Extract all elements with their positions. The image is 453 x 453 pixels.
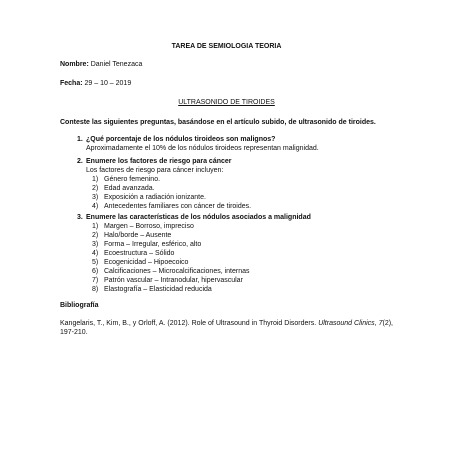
list-item-number: 1) [92,176,99,183]
document-title: TAREA DE SEMIOLOGIA TEORIA [171,43,282,50]
bibliography-heading: Bibliografía [60,302,99,309]
name-value: Daniel Tenezaca [88,61,143,68]
list-item [86,175,393,184]
date-value: 29 – 10 – 2019 [82,80,132,87]
list-item-number: 4) [92,203,99,210]
list-item-number: 7) [92,277,99,284]
question-item [60,213,393,294]
document-page [60,42,393,337]
list-item-number: 3) [92,241,99,248]
list-item-number: 8) [92,286,99,293]
list-item-text: Exposición a radiación ionizante. [104,194,206,201]
list-item [86,193,393,202]
answer-text: Aproximadamente el 10% de los nódulos tiroideos representan malignidad. [86,145,319,152]
list-item [86,202,393,211]
instructions-text: Conteste las siguientes preguntas, basándose en el artículo subido, de ultrasonido de tiroides. [60,119,376,126]
list-item-text: Ecogenicidad – Hipoecoico [104,259,189,266]
date-field [60,79,393,88]
date-label: Fecha: [60,80,83,87]
list-item [86,184,393,193]
list-item [86,231,393,240]
list-item-text: Género femenino. [104,176,161,183]
list-item [86,222,393,231]
list-item [86,267,393,276]
list-item-text: Patrón vascular – Intranodular, hipervascular [104,277,243,284]
list-item [86,240,393,249]
list-item [86,285,393,294]
question-text: Enumere las características de los nódulos asociados a malignidad [86,214,311,221]
question-number: 3. [77,214,83,221]
name-label: Nombre: [60,61,89,68]
list-item-number: 5) [92,259,99,266]
question-number: 2. [77,158,83,165]
bib-journal: Ultrasound Clinics [318,320,375,327]
list-item-text: Ecoestructura – Sólido [104,250,175,257]
answer-text: Los factores de riesgo para cáncer incluyen: [86,167,224,174]
question-item [60,135,393,153]
list-item-text: Calcificaciones – Microcalcificaciones, internas [104,268,250,275]
risk-factor-list [86,175,393,211]
document-subtitle: ULTRASONIDO DE TIROIDES [178,99,275,106]
bibliography-entry [60,319,393,337]
list-item-text: Margen – Borroso, impreciso [104,223,194,230]
list-item-text: Forma – Irregular, esférico, alto [104,241,202,248]
malignancy-features-list [86,222,393,294]
list-item-text: Edad avanzada. [104,185,155,192]
list-item [86,258,393,267]
list-item-number: 6) [92,268,99,275]
question-item [60,157,393,211]
list-item [86,276,393,285]
question-list [60,135,393,294]
bib-authors-title: Kangelaris, T., Kim, B., y Orloff, A. (2012). Role of Ultrasound in Thyroid Disorders. [60,320,319,327]
list-item-text: Halo/borde – Ausente [104,232,172,239]
bib-issue-pages: (2), 197-210. [60,320,393,336]
question-number: 1. [77,136,83,143]
question-text: ¿Qué porcentaje de los nódulos tiroideos son malignos? [86,136,276,143]
question-text: Enumere los factores de riesgo para cáncer [86,158,232,165]
list-item-number: 2) [92,185,99,192]
list-item-text: Elastografía – Elasticidad reducida [104,286,212,293]
list-item-number: 3) [92,194,99,201]
list-item-text: Antecedentes familiares con cáncer de tiroides. [104,203,252,210]
list-item-number: 4) [92,250,99,257]
name-field [60,60,393,69]
list-item [86,249,393,258]
bib-volume: 7 [378,320,383,327]
list-item-number: 2) [92,232,99,239]
bib-separator: , [374,320,379,327]
list-item-number: 1) [92,223,99,230]
